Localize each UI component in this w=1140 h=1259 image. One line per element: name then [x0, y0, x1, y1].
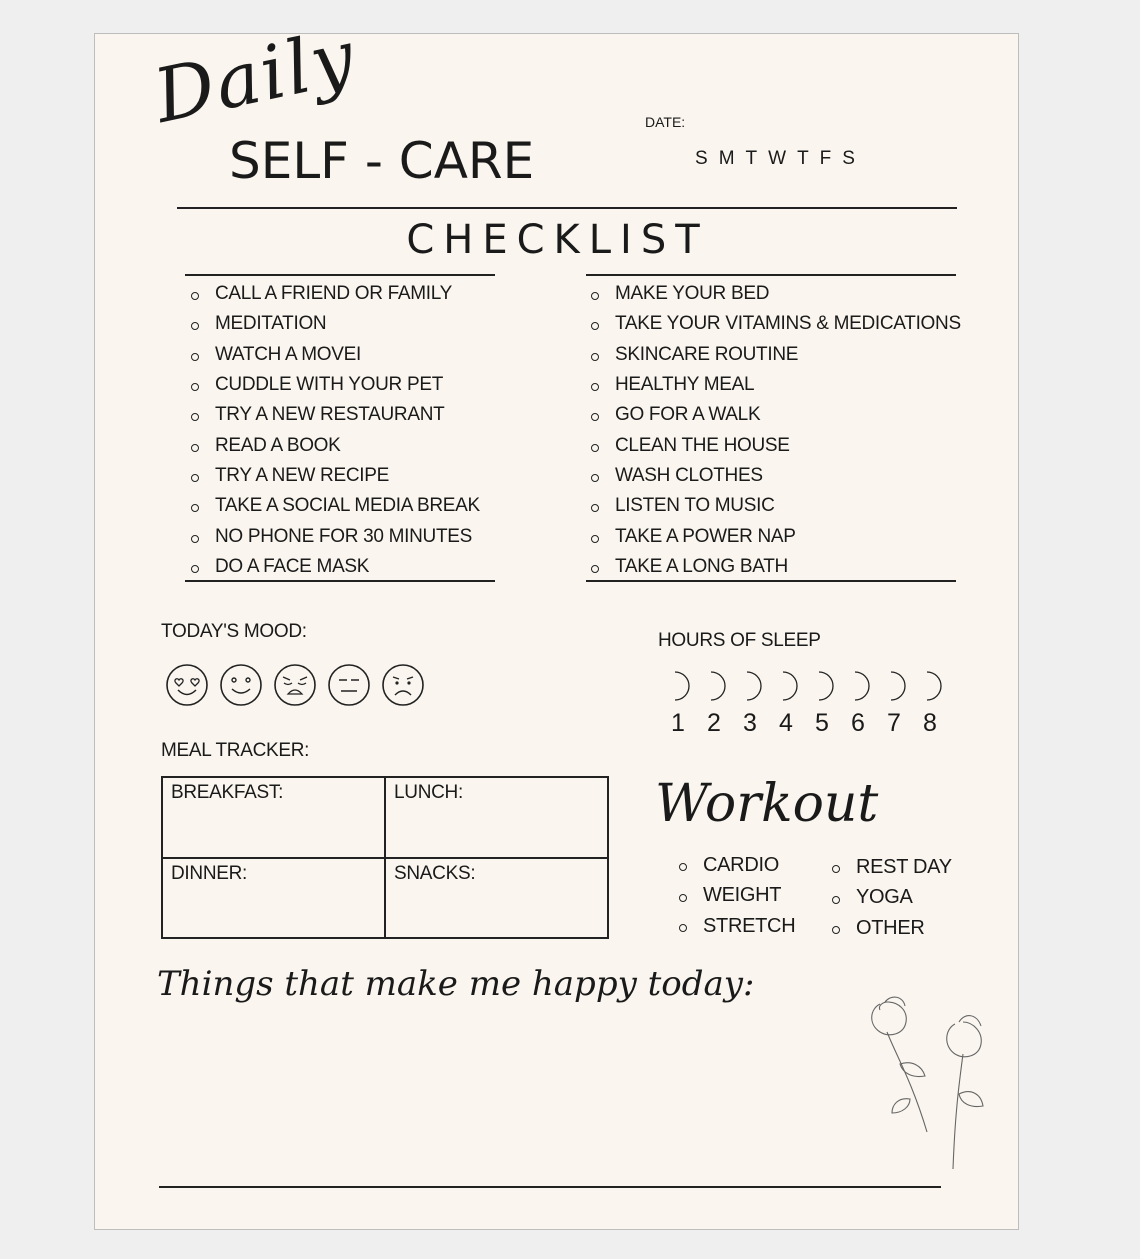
sleep-hour[interactable] [912, 670, 948, 738]
sleep-hour-number: 7 [887, 709, 901, 737]
item-label: CLEAN THE HOUSE [615, 434, 790, 456]
left-list-top-rule [185, 274, 495, 276]
neutral-face-icon[interactable] [327, 663, 371, 707]
meal-cell-breakfast[interactable]: BREAKFAST: [162, 777, 385, 858]
list-item[interactable] [191, 430, 480, 460]
item-label: LISTEN TO MUSIC [615, 495, 775, 517]
meal-table [161, 776, 609, 939]
list-item[interactable] [832, 883, 952, 914]
sleep-hour[interactable] [660, 670, 696, 738]
list-item[interactable] [591, 340, 961, 370]
sleep-hour-number: 2 [707, 709, 721, 737]
workout-right [832, 852, 952, 944]
item-label: WEIGHT [703, 884, 782, 907]
moon-icon [809, 670, 835, 702]
moon-icon [845, 670, 871, 702]
item-label: GO FOR A WALK [615, 404, 761, 426]
list-item[interactable] [679, 881, 795, 912]
list-item[interactable] [679, 850, 795, 881]
list-item[interactable] [591, 461, 961, 491]
checkbox-circle[interactable] [191, 535, 199, 543]
item-label: REST DAY [856, 855, 952, 878]
right-list-bottom-rule [586, 580, 956, 582]
checkbox-circle[interactable] [591, 322, 599, 330]
list-item[interactable] [591, 491, 961, 521]
sleep-hour-number: 3 [743, 709, 757, 737]
item-label: TAKE A SOCIAL MEDIA BREAK [215, 495, 480, 517]
list-item[interactable] [679, 911, 795, 942]
sleep-hour-number: 6 [851, 709, 865, 737]
happy-bottom-rule [159, 1186, 941, 1188]
mood-label: TODAY'S MOOD: [161, 621, 307, 642]
list-item[interactable] [191, 340, 480, 370]
checkbox-circle[interactable] [832, 926, 840, 934]
moon-icon [917, 670, 943, 702]
moon-icon [881, 670, 907, 702]
moon-icon [737, 670, 763, 702]
tired-face-icon[interactable] [273, 663, 317, 707]
checkbox-circle[interactable] [679, 894, 687, 902]
checkbox-circle[interactable] [191, 292, 199, 300]
item-label: SKINCARE ROUTINE [615, 343, 799, 365]
checkbox-circle[interactable] [191, 413, 199, 421]
checkbox-circle[interactable] [591, 565, 599, 573]
checkbox-circle[interactable] [191, 504, 199, 512]
sleep-hour[interactable] [804, 670, 840, 738]
list-item[interactable] [191, 491, 480, 521]
title-script: Daily [147, 13, 364, 140]
checkbox-circle[interactable] [191, 444, 199, 452]
list-item[interactable] [591, 430, 961, 460]
heart-eyes-face-icon[interactable] [165, 663, 209, 707]
item-label: HEALTHY MEAL [615, 374, 755, 396]
item-label: TRY A NEW RECIPE [215, 464, 389, 486]
item-label: YOGA [856, 886, 913, 909]
list-item[interactable] [191, 461, 480, 491]
item-label: DO A FACE MASK [215, 555, 370, 577]
item-label: MEDITATION [215, 313, 327, 335]
checkbox-circle[interactable] [679, 863, 687, 871]
item-label: CARDIO [703, 853, 779, 876]
sleep-hour-number: 4 [779, 709, 793, 737]
item-label: MAKE YOUR BED [615, 283, 770, 305]
happy-label: Things that make me happy today: [157, 964, 755, 1004]
item-label: TAKE YOUR VITAMINS & MEDICATIONS [615, 313, 961, 335]
checkbox-circle[interactable] [191, 474, 199, 482]
right-list-top-rule [586, 274, 956, 276]
sleep-hour[interactable] [696, 670, 732, 738]
list-item[interactable] [191, 521, 480, 551]
meal-cell-dinner[interactable]: DINNER: [162, 858, 385, 939]
workout-title: Workout [655, 774, 879, 834]
list-item[interactable] [832, 852, 952, 883]
sleep-hour[interactable] [840, 670, 876, 738]
item-label: READ A BOOK [215, 434, 341, 456]
sleep-hour[interactable] [732, 670, 768, 738]
weekday-wednesday[interactable]: W [768, 148, 792, 169]
item-label: OTHER [856, 916, 925, 939]
item-label: NO PHONE FOR 30 MINUTES [215, 525, 473, 547]
weekday-tuesday[interactable]: T [745, 148, 763, 169]
list-item[interactable] [591, 370, 961, 400]
list-item[interactable] [191, 279, 480, 309]
meal-cell-lunch[interactable]: LUNCH: [385, 777, 608, 858]
checkbox-circle[interactable] [591, 444, 599, 452]
weekday-row [695, 148, 860, 170]
list-item[interactable] [832, 913, 952, 944]
sleep-tracker [660, 670, 948, 738]
checkbox-circle[interactable] [591, 383, 599, 391]
checkbox-circle[interactable] [591, 504, 599, 512]
list-item[interactable] [191, 370, 480, 400]
checklist-left [191, 279, 480, 582]
item-label: TRY A NEW RESTAURANT [215, 404, 445, 426]
date-label: DATE: [645, 114, 686, 130]
planner-page [94, 13, 1019, 1230]
weekday-sunday[interactable]: S [695, 148, 713, 169]
item-label: TAKE A POWER NAP [615, 525, 796, 547]
item-label: WASH CLOTHES [615, 464, 763, 486]
item-label: STRETCH [703, 914, 796, 937]
checklist-title: CHECKLIST [406, 217, 709, 263]
weekday-friday[interactable]: F [819, 148, 837, 169]
sad-face-icon[interactable] [381, 663, 425, 707]
list-item[interactable] [591, 552, 961, 582]
checkbox-circle[interactable] [191, 322, 199, 330]
meal-label: MEAL TRACKER: [161, 740, 310, 761]
list-item[interactable] [591, 521, 961, 551]
checkbox-circle[interactable] [832, 896, 840, 904]
list-item[interactable] [591, 309, 961, 339]
list-item[interactable] [191, 552, 480, 582]
checkbox-circle[interactable] [591, 353, 599, 361]
list-item[interactable] [191, 400, 480, 430]
list-item[interactable] [191, 309, 480, 339]
workout-left [679, 850, 795, 942]
moon-icon [773, 670, 799, 702]
list-item[interactable] [591, 400, 961, 430]
checkbox-circle[interactable] [191, 353, 199, 361]
sleep-label: HOURS OF SLEEP [658, 630, 821, 651]
title-main: SELF - CARE [229, 132, 535, 190]
item-label: TAKE A LONG BATH [615, 555, 788, 577]
item-label: CUDDLE WITH YOUR PET [215, 374, 444, 396]
checkbox-circle[interactable] [591, 474, 599, 482]
weekday-monday[interactable]: M [718, 148, 740, 169]
checklist-right [591, 279, 961, 582]
sleep-hour[interactable] [876, 670, 912, 738]
item-label: WATCH A MOVEI [215, 343, 362, 365]
moon-icon [665, 670, 691, 702]
checkbox-circle[interactable] [591, 292, 599, 300]
weekday-saturday[interactable]: S [842, 148, 860, 169]
meal-cell-snacks[interactable]: SNACKS: [385, 858, 608, 939]
weekday-thursday[interactable]: T [797, 148, 814, 169]
checkbox-circle[interactable] [679, 924, 687, 932]
sleep-hour-number: 8 [923, 709, 937, 737]
rose-flowers-icon [855, 984, 1005, 1184]
sleep-hour-number: 1 [671, 709, 685, 737]
header-divider [177, 207, 957, 209]
sleep-hour[interactable] [768, 670, 804, 738]
list-item[interactable] [591, 279, 961, 309]
checkbox-circle[interactable] [191, 383, 199, 391]
checkbox-circle[interactable] [832, 865, 840, 873]
left-list-bottom-rule [185, 580, 495, 582]
sleep-hour-number: 5 [815, 709, 829, 737]
checkbox-circle[interactable] [591, 535, 599, 543]
smiling-face-icon[interactable] [219, 663, 263, 707]
checkbox-circle[interactable] [591, 413, 599, 421]
moon-icon [701, 670, 727, 702]
mood-selector [165, 663, 425, 707]
checkbox-circle[interactable] [191, 565, 199, 573]
item-label: CALL A FRIEND OR FAMILY [215, 283, 453, 305]
